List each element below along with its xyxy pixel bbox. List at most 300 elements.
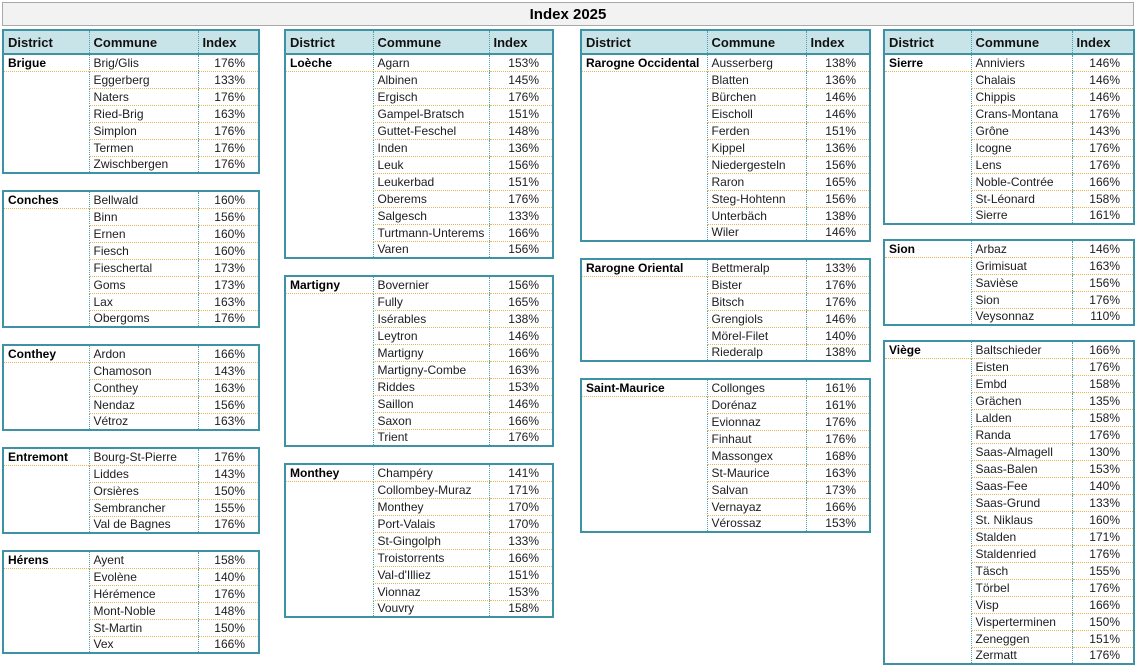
commune-cell: Collonges	[707, 379, 806, 396]
commune-cell: Vétroz	[89, 413, 198, 430]
district-table	[284, 29, 554, 259]
district-name: Loèche	[286, 55, 373, 72]
index-cell: 176%	[1072, 139, 1134, 156]
district-cell	[285, 464, 373, 617]
commune-cell: Collombey-Muraz	[373, 481, 489, 498]
district-name: Viège	[885, 342, 971, 359]
commune-cell: Bovernier	[373, 276, 489, 293]
commune-cell: Ausserberg	[707, 54, 806, 71]
index-cell: 176%	[1072, 358, 1134, 375]
district-table	[580, 29, 871, 242]
index-cell: 163%	[198, 293, 259, 310]
commune-cell: Varen	[373, 241, 489, 258]
index-cell: 176%	[198, 516, 259, 533]
index-cell: 158%	[1072, 375, 1134, 392]
district-table	[2, 344, 260, 431]
index-cell: 138%	[806, 54, 870, 71]
district-cell	[285, 54, 373, 258]
index-cell: 143%	[198, 465, 259, 482]
district-table	[580, 258, 871, 362]
district-table	[883, 29, 1135, 225]
commune-cell: Noble-Contrée	[971, 173, 1072, 190]
commune-cell: Gampel-Bratsch	[373, 105, 489, 122]
district-name: Saint-Maurice	[582, 380, 707, 397]
commune-cell: Riddes	[373, 378, 489, 395]
index-cell: 170%	[489, 498, 553, 515]
commune-cell: Saas-Grund	[971, 494, 1072, 511]
commune-cell: Martigny-Combe	[373, 361, 489, 378]
index-cell: 138%	[489, 310, 553, 327]
index-cell: 140%	[198, 568, 259, 585]
commune-cell: Albinen	[373, 71, 489, 88]
index-cell: 133%	[489, 532, 553, 549]
index-cell: 173%	[806, 481, 870, 498]
commune-cell: Visp	[971, 596, 1072, 613]
index-cell: 170%	[489, 515, 553, 532]
commune-cell: Guttet-Feschel	[373, 122, 489, 139]
index-column-header: Index	[806, 30, 870, 54]
index-cell: 176%	[198, 448, 259, 465]
commune-cell: Agarn	[373, 54, 489, 71]
index-cell: 160%	[198, 225, 259, 242]
index-cell: 173%	[198, 276, 259, 293]
page-title: Index 2025	[2, 2, 1134, 26]
district-cell	[884, 240, 971, 325]
index-cell: 138%	[806, 207, 870, 224]
index-cell: 161%	[806, 396, 870, 413]
index-cell: 176%	[489, 88, 553, 105]
column-2	[284, 29, 552, 618]
table-row	[581, 379, 870, 396]
district-table	[883, 239, 1135, 326]
commune-cell: Vionnaz	[373, 583, 489, 600]
index-cell: 145%	[489, 71, 553, 88]
column-3	[580, 29, 869, 533]
index-column-header: Index	[198, 30, 259, 54]
commune-cell: Salvan	[707, 481, 806, 498]
commune-cell: Anniviers	[971, 54, 1072, 71]
index-cell: 156%	[198, 396, 259, 413]
index-cell: 151%	[806, 122, 870, 139]
index-cell: 163%	[198, 379, 259, 396]
district-cell	[3, 448, 89, 533]
index-cell: 130%	[1072, 443, 1134, 460]
commune-cell: Grächen	[971, 392, 1072, 409]
index-cell: 176%	[806, 293, 870, 310]
commune-cell: Evionnaz	[707, 413, 806, 430]
index-cell: 165%	[489, 293, 553, 310]
index-cell: 156%	[489, 156, 553, 173]
commune-cell: Monthey	[373, 498, 489, 515]
header-row	[285, 30, 553, 54]
index-cell: 155%	[198, 499, 259, 516]
commune-cell: Vex	[89, 636, 198, 653]
commune-cell: Evolène	[89, 568, 198, 585]
commune-cell: Ergisch	[373, 88, 489, 105]
commune-cell: Bürchen	[707, 88, 806, 105]
index-cell: 166%	[1072, 596, 1134, 613]
commune-cell: Lax	[89, 293, 198, 310]
index-cell: 171%	[489, 481, 553, 498]
district-cell	[3, 345, 89, 430]
commune-cell: Saxon	[373, 412, 489, 429]
index-cell: 143%	[1072, 122, 1134, 139]
table-row	[3, 345, 259, 362]
district-table	[284, 463, 554, 618]
commune-cell: St-Gingolph	[373, 532, 489, 549]
index-cell: 176%	[198, 88, 259, 105]
commune-cell: Fieschertal	[89, 259, 198, 276]
index-cell: 161%	[806, 379, 870, 396]
index-column-header: Index	[489, 30, 553, 54]
index-column-header: Index	[1072, 30, 1134, 54]
commune-cell: Törbel	[971, 579, 1072, 596]
commune-cell: Oberems	[373, 190, 489, 207]
commune-cell: Brig/Glis	[89, 54, 198, 71]
commune-cell: Niedergesteln	[707, 156, 806, 173]
commune-cell: Val de Bagnes	[89, 516, 198, 533]
commune-cell: Naters	[89, 88, 198, 105]
index-cell: 158%	[198, 551, 259, 568]
commune-cell: Bettmeralp	[707, 259, 806, 276]
commune-column-header: Commune	[971, 30, 1072, 54]
index-cell: 158%	[1072, 409, 1134, 426]
commune-cell: Staldenried	[971, 545, 1072, 562]
commune-column-header: Commune	[707, 30, 806, 54]
index-cell: 176%	[198, 54, 259, 71]
index-cell: 146%	[806, 88, 870, 105]
commune-column-header: Commune	[373, 30, 489, 54]
index-cell: 176%	[1072, 156, 1134, 173]
index-cell: 156%	[806, 190, 870, 207]
index-cell: 146%	[1072, 71, 1134, 88]
commune-cell: Unterbäch	[707, 207, 806, 224]
commune-cell: Obergoms	[89, 310, 198, 327]
table-row	[884, 240, 1134, 257]
district-name: Brigue	[4, 55, 89, 72]
index-cell: 151%	[489, 105, 553, 122]
commune-cell: Baltschieder	[971, 341, 1072, 358]
commune-cell: Täsch	[971, 562, 1072, 579]
commune-cell: Val-d'Illiez	[373, 566, 489, 583]
commune-cell: Steg-Hohtenn	[707, 190, 806, 207]
index-cell: 176%	[1072, 291, 1134, 308]
commune-cell: Fiesch	[89, 242, 198, 259]
commune-cell: Bellwald	[89, 191, 198, 208]
commune-cell: Champéry	[373, 464, 489, 481]
index-cell: 176%	[1072, 105, 1134, 122]
district-cell	[581, 259, 707, 361]
index-cell: 143%	[198, 362, 259, 379]
index-cell: 146%	[489, 395, 553, 412]
commune-cell: Ernen	[89, 225, 198, 242]
index-cell: 176%	[198, 122, 259, 139]
index-cell: 150%	[1072, 613, 1134, 630]
header-row	[884, 30, 1134, 54]
table-row	[3, 54, 259, 71]
index-cell: 153%	[489, 378, 553, 395]
commune-cell: Embd	[971, 375, 1072, 392]
commune-cell: Vouvry	[373, 600, 489, 617]
index-cell: 140%	[1072, 477, 1134, 494]
commune-cell: Goms	[89, 276, 198, 293]
index-cell: 176%	[489, 429, 553, 446]
header-row	[581, 30, 870, 54]
table-row	[581, 54, 870, 71]
district-table	[2, 550, 260, 654]
commune-cell: Grimisuat	[971, 257, 1072, 274]
index-cell: 133%	[806, 259, 870, 276]
index-cell: 156%	[1072, 274, 1134, 291]
commune-cell: Randa	[971, 426, 1072, 443]
commune-cell: Sierre	[971, 207, 1072, 224]
commune-cell: Sion	[971, 291, 1072, 308]
commune-cell: Trient	[373, 429, 489, 446]
commune-cell: Isérables	[373, 310, 489, 327]
index-cell: 176%	[806, 413, 870, 430]
commune-cell: Troistorrents	[373, 549, 489, 566]
index-cell: 146%	[1072, 240, 1134, 257]
index-cell: 176%	[198, 139, 259, 156]
index-cell: 141%	[489, 464, 553, 481]
district-table	[2, 190, 260, 328]
index-cell: 146%	[806, 105, 870, 122]
index-cell: 176%	[198, 156, 259, 173]
index-cell: 166%	[489, 549, 553, 566]
table-row	[581, 259, 870, 276]
district-column-header: District	[581, 30, 707, 54]
commune-cell: Bister	[707, 276, 806, 293]
index-cell: 153%	[806, 515, 870, 532]
index-cell: 176%	[198, 310, 259, 327]
index-cell: 136%	[489, 139, 553, 156]
commune-cell: Massongex	[707, 447, 806, 464]
column-1	[2, 29, 258, 654]
commune-cell: Grône	[971, 122, 1072, 139]
commune-cell: Vernayaz	[707, 498, 806, 515]
commune-cell: Finhaut	[707, 430, 806, 447]
index-cell: 148%	[198, 602, 259, 619]
commune-cell: Saas-Almagell	[971, 443, 1072, 460]
district-table	[2, 447, 260, 534]
index-cell: 146%	[806, 310, 870, 327]
index-cell: 146%	[1072, 88, 1134, 105]
district-name: Sion	[885, 241, 971, 258]
index-cell: 136%	[806, 139, 870, 156]
index-cell: 133%	[1072, 494, 1134, 511]
commune-cell: Inden	[373, 139, 489, 156]
district-name: Rarogne Occidental	[582, 55, 707, 72]
commune-cell: Kippel	[707, 139, 806, 156]
commune-cell: Eisten	[971, 358, 1072, 375]
index-cell: 156%	[489, 276, 553, 293]
index-cell: 158%	[1072, 190, 1134, 207]
commune-cell: Zermatt	[971, 647, 1072, 664]
commune-cell: Visperterminen	[971, 613, 1072, 630]
index-cell: 168%	[806, 447, 870, 464]
district-cell	[884, 54, 971, 224]
commune-cell: Termen	[89, 139, 198, 156]
commune-cell: Orsières	[89, 482, 198, 499]
index-cell: 150%	[198, 619, 259, 636]
index-cell: 156%	[806, 156, 870, 173]
index-cell: 138%	[806, 344, 870, 361]
index-cell: 148%	[489, 122, 553, 139]
table-row	[3, 191, 259, 208]
index-cell: 176%	[1072, 579, 1134, 596]
index-cell: 150%	[198, 482, 259, 499]
header-row	[3, 30, 259, 54]
index-cell: 166%	[489, 344, 553, 361]
district-column-header: District	[285, 30, 373, 54]
index-cell: 166%	[806, 498, 870, 515]
commune-cell: Icogne	[971, 139, 1072, 156]
commune-cell: Crans-Montana	[971, 105, 1072, 122]
commune-cell: Martigny	[373, 344, 489, 361]
district-column-header: District	[3, 30, 89, 54]
table-columns	[2, 29, 1136, 665]
index-cell: 158%	[489, 600, 553, 617]
commune-cell: Sembrancher	[89, 499, 198, 516]
commune-cell: Savièse	[971, 274, 1072, 291]
district-cell	[884, 341, 971, 664]
index-cell: 161%	[1072, 207, 1134, 224]
commune-cell: Zeneggen	[971, 630, 1072, 647]
index-cell: 166%	[489, 224, 553, 241]
index-cell: 176%	[806, 276, 870, 293]
commune-cell: Fully	[373, 293, 489, 310]
index-cell: 163%	[1072, 257, 1134, 274]
commune-cell: Ried-Brig	[89, 105, 198, 122]
commune-cell: Raron	[707, 173, 806, 190]
district-column-header: District	[884, 30, 971, 54]
index-cell: 146%	[806, 224, 870, 241]
index-cell: 171%	[1072, 528, 1134, 545]
commune-cell: Turtmann-Unterems	[373, 224, 489, 241]
commune-cell: Arbaz	[971, 240, 1072, 257]
index-cell: 160%	[198, 191, 259, 208]
index-cell: 160%	[198, 242, 259, 259]
district-name: Entremont	[4, 449, 89, 466]
district-name: Conthey	[4, 346, 89, 363]
district-cell	[3, 191, 89, 327]
commune-cell: St-Martin	[89, 619, 198, 636]
index-cell: 135%	[1072, 392, 1134, 409]
district-cell	[285, 276, 373, 446]
commune-cell: St-Léonard	[971, 190, 1072, 207]
table-row	[285, 276, 553, 293]
commune-column-header: Commune	[89, 30, 198, 54]
district-cell	[3, 551, 89, 653]
commune-cell: Blatten	[707, 71, 806, 88]
index-cell: 163%	[198, 105, 259, 122]
index-cell: 146%	[1072, 54, 1134, 71]
index-cell: 156%	[198, 208, 259, 225]
index-cell: 163%	[806, 464, 870, 481]
commune-cell: Binn	[89, 208, 198, 225]
commune-cell: Nendaz	[89, 396, 198, 413]
index-cell: 146%	[489, 327, 553, 344]
district-name: Monthey	[286, 465, 373, 482]
commune-cell: Simplon	[89, 122, 198, 139]
commune-cell: Veysonnaz	[971, 308, 1072, 325]
commune-cell: Wiler	[707, 224, 806, 241]
commune-cell: Salgesch	[373, 207, 489, 224]
commune-cell: Saas-Balen	[971, 460, 1072, 477]
index-cell: 151%	[489, 173, 553, 190]
index-cell: 151%	[1072, 630, 1134, 647]
index-cell: 176%	[806, 430, 870, 447]
index-cell: 136%	[806, 71, 870, 88]
index-cell: 133%	[198, 71, 259, 88]
district-table	[284, 275, 554, 447]
table-row	[285, 464, 553, 481]
column-4	[883, 29, 1133, 665]
index-cell: 153%	[489, 583, 553, 600]
index-cell: 153%	[489, 54, 553, 71]
district-name: Rarogne Oriental	[582, 260, 707, 277]
district-table	[883, 340, 1135, 665]
commune-cell: Leytron	[373, 327, 489, 344]
index-cell: 176%	[489, 190, 553, 207]
commune-cell: Ferden	[707, 122, 806, 139]
commune-cell: Ayent	[89, 551, 198, 568]
commune-cell: Mörel-Filet	[707, 327, 806, 344]
table-row	[884, 341, 1134, 358]
index-cell: 166%	[198, 636, 259, 653]
commune-cell: Bourg-St-Pierre	[89, 448, 198, 465]
district-name: Hérens	[4, 552, 89, 569]
index-cell: 160%	[1072, 511, 1134, 528]
district-cell	[581, 379, 707, 532]
index-cell: 176%	[1072, 647, 1134, 664]
commune-cell: St-Maurice	[707, 464, 806, 481]
district-name: Conches	[4, 192, 89, 209]
district-cell	[3, 54, 89, 173]
district-table	[2, 29, 260, 174]
commune-cell: Chamoson	[89, 362, 198, 379]
commune-cell: Lalden	[971, 409, 1072, 426]
index-cell: 153%	[1072, 460, 1134, 477]
commune-cell: Port-Valais	[373, 515, 489, 532]
table-row	[3, 551, 259, 568]
commune-cell: Eischoll	[707, 105, 806, 122]
commune-cell: Bitsch	[707, 293, 806, 310]
index-cell: 151%	[489, 566, 553, 583]
commune-cell: Lens	[971, 156, 1072, 173]
commune-cell: Chalais	[971, 71, 1072, 88]
commune-cell: Dorénaz	[707, 396, 806, 413]
commune-cell: Liddes	[89, 465, 198, 482]
district-cell	[581, 54, 707, 241]
index-cell: 166%	[198, 345, 259, 362]
commune-cell: Grengiols	[707, 310, 806, 327]
commune-cell: Chippis	[971, 88, 1072, 105]
commune-cell: Saas-Fee	[971, 477, 1072, 494]
index-cell: 155%	[1072, 562, 1134, 579]
commune-cell: Saillon	[373, 395, 489, 412]
commune-cell: Eggerberg	[89, 71, 198, 88]
index-cell: 166%	[489, 412, 553, 429]
commune-cell: Leuk	[373, 156, 489, 173]
index-cell: 140%	[806, 327, 870, 344]
index-cell: 166%	[1072, 341, 1134, 358]
commune-cell: Zwischbergen	[89, 156, 198, 173]
index-cell: 110%	[1072, 308, 1134, 325]
commune-cell: Leukerbad	[373, 173, 489, 190]
commune-cell: Conthey	[89, 379, 198, 396]
commune-cell: Hérémence	[89, 585, 198, 602]
